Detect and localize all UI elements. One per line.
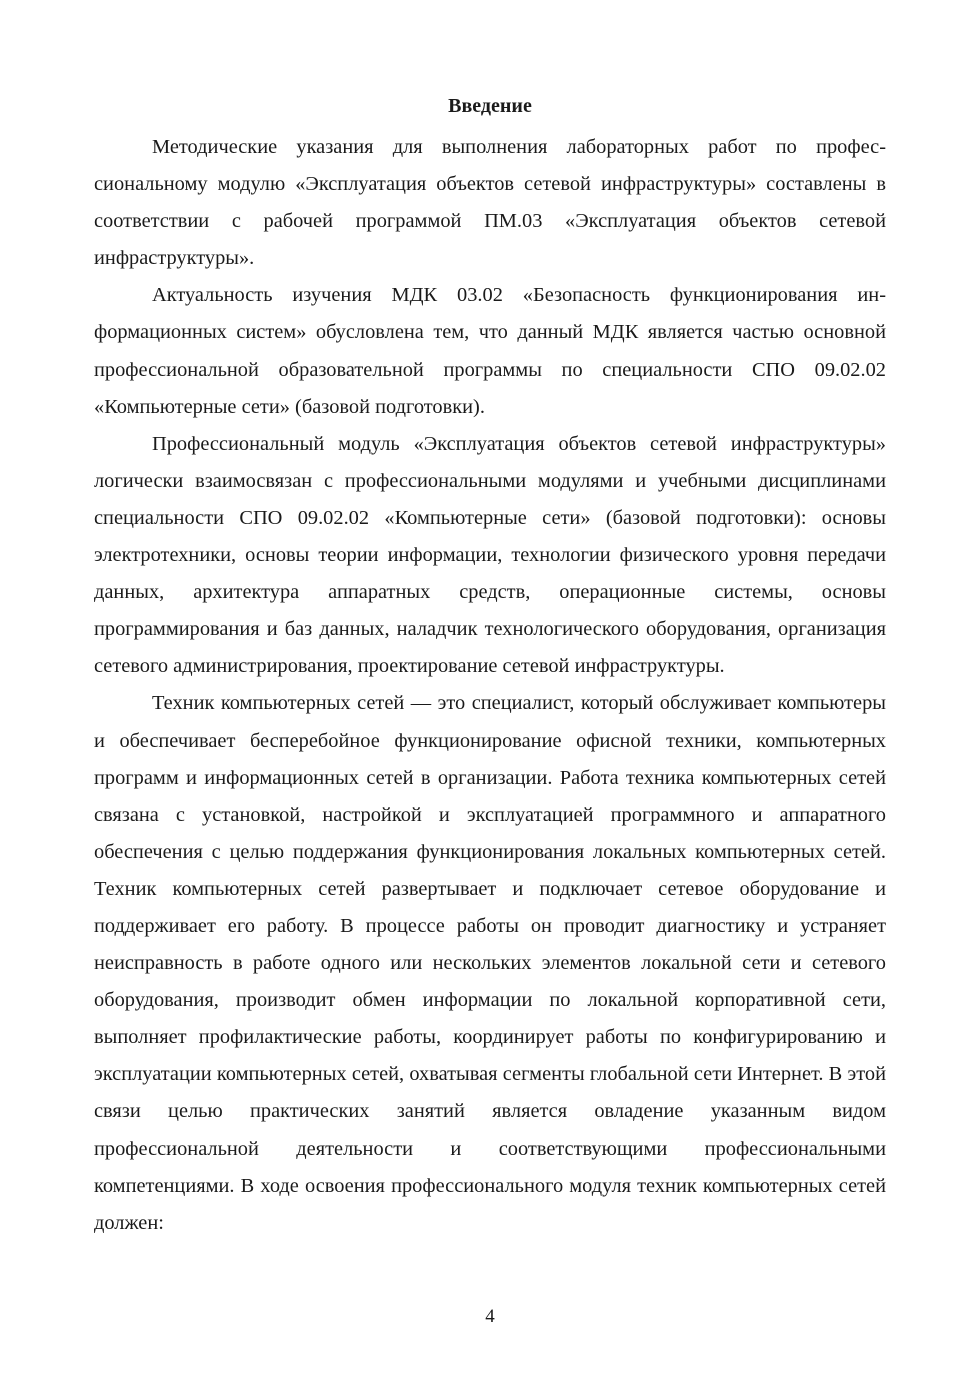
paragraph-relevance: Актуальность изучения МДК 03.02 «Безопасность функционирования информационных систем» обусловлена тем, что данный МДК является частью основной профессиональной образовательной программы по специальности СПО 09.02.02 «Компьютерные сети» (базовой подготовки).	[94, 284, 886, 418]
page-number: 4	[485, 1306, 495, 1327]
body-text	[94, 129, 886, 1242]
paragraph-purpose: Методические указания для выполнения лабораторных работ по профессиональному модулю «Эксплуатация объектов сетевой инфраструктуры» составлены в соответствии с рабочей программой ПМ.03 «Эксплуатация объектов сетевой инфраструктуры».	[94, 136, 886, 270]
section-title: Введение	[448, 95, 532, 117]
paragraph-technician-role: Техник компьютерных сетей — это специалист, который обслуживает компьютеры и обеспечивает бесперебойное функционирование офисной техники, компьютерных программ и информационных сетей в организации. Работа техника компьютерных сетей связана с установкой, настройкой и эксплуатацией программного и аппаратного обеспечения с целью поддержания функционирования локальных компьютерных сетей. Техник компьютерных сетей развертывает и подключает сетевое оборудование и поддерживает его работу. В процессе работы он проводит диагностику и устраняет неисправность в работе одного или нескольких элементов локальной сети и сетевого оборудования, производит обмен информации по локальной корпоративной сети, выполняет профилактические работы, координирует работы по конфигурированию и эксплуатации компьютерных сетей, охватывая сегменты глобальной сети Интернет. В этой связи целью практических занятий является овладение указанным видом профессиональной деятельности и соответствующими профессиональными компетенциями. В ходе освоения профессионального модуля техник компьютерных сетей должен:	[94, 692, 886, 1234]
paragraph-module-links: Профессиональный модуль «Эксплуатация объектов сетевой инфраструктуры» логически взаимосвязан с профессиональными модулями и учебными дисциплинами специальности СПО 09.02.02 «Компьютерные сети» (базовой подготовки): основы электротехники, основы теории информации, технологии физического уровня передачи данных, архитектура аппаратных средств, операционные системы, основы программирования и баз данных, наладчик технологического оборудования, организация сетевого администрирования, проектирование сетевой инфраструктуры.	[94, 432, 886, 678]
